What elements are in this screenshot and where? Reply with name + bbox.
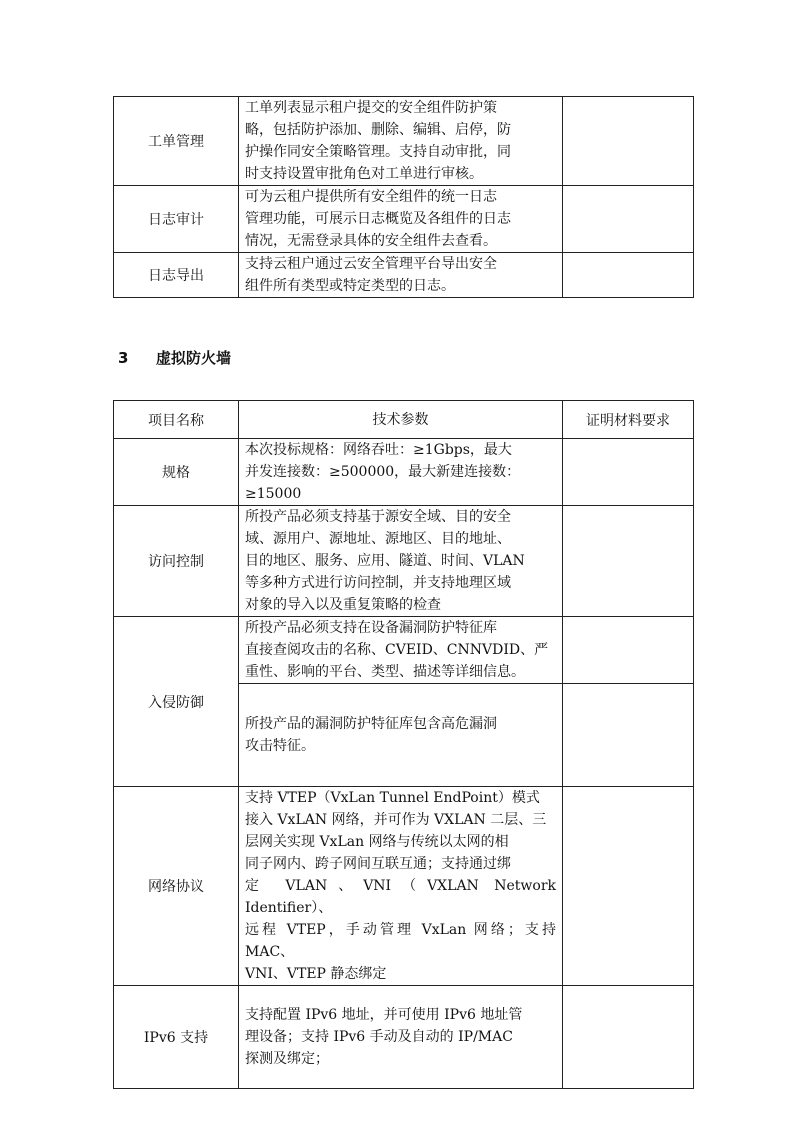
- table-row: [114, 253, 694, 298]
- item-params: 所投产品的漏洞防护特征库包含高危漏洞 攻击特征。: [239, 684, 563, 787]
- item-params: 本次投标规格：网络吞吐：≥1Gbps，最大 并发连接数：≥500000，最大新建连接数： ≥15000: [239, 439, 563, 506]
- section-title: 虚拟防火墙: [156, 349, 232, 367]
- item-params: 支持云租户通过云安全管理平台导出安全 组件所有类型或特定类型的日志。: [239, 253, 563, 298]
- table-row: [114, 617, 694, 684]
- item-name: 访问控制: [114, 506, 239, 617]
- item-proof: [563, 506, 694, 617]
- item-params: 支持 VTEP（VxLan Tunnel EndPoint）模式 接入 VxLAN 网络，并可作为 VXLAN 二层、三 层网关实现 VxLan 网络与传统以太网的相 同子网内、跨子网间互联互通；支持通过绑 定 VLAN、VNI（VXLAN Network Identifier）、 远程 VTEP，手动管理 VxLan 网络；支持 MAC、 VNI、VTEP 静态绑定: [239, 787, 563, 986]
- table-row: [114, 986, 694, 1089]
- item-name: 日志导出: [114, 253, 239, 298]
- item-proof: [563, 684, 694, 787]
- table-header-row: [114, 401, 694, 439]
- item-proof: [563, 986, 694, 1089]
- header-params: 技术参数: [239, 401, 563, 439]
- table-row: [114, 506, 694, 617]
- table-row: [114, 787, 694, 986]
- item-name: 工单管理: [114, 97, 239, 186]
- section-number: 3: [118, 349, 129, 367]
- item-name: 规格: [114, 439, 239, 506]
- item-name: 网络协议: [114, 787, 239, 986]
- item-params: 可为云租户提供所有安全组件的统一日志 管理功能，可展示日志概览及各组件的日志 情况，无需登录具体的安全组件去查看。: [239, 186, 563, 253]
- table-row: [114, 97, 694, 186]
- item-name: 入侵防御: [114, 617, 239, 787]
- item-proof: [563, 186, 694, 253]
- header-proof: 证明材料要求: [563, 401, 694, 439]
- item-proof: [563, 97, 694, 186]
- item-params: 支持配置 IPv6 地址，并可使用 IPv6 地址管 理设备；支持 IPv6 手动及自动的 IP/MAC 探测及绑定；: [239, 986, 563, 1089]
- item-proof: [563, 439, 694, 506]
- spec-table: [113, 400, 694, 1089]
- table-continued: [113, 96, 694, 298]
- item-params: 工单列表显示租户提交的安全组件防护策 略，包括防护添加、删除、编辑、启停，防 护操作同安全策略管理。支持自动审批，同 时支持设置审批角色对工单进行审核。: [239, 97, 563, 186]
- table-row: [114, 439, 694, 506]
- item-params: 所投产品必须支持在设备漏洞防护特征库 直接查阅攻击的名称、CVEID、CNNVDID、严 重性、影响的平台、类型、描述等详细信息。: [239, 617, 563, 684]
- header-name: 项目名称: [114, 401, 239, 439]
- section-heading: [118, 347, 231, 368]
- item-params: 所投产品必须支持基于源安全域、目的安全 域、源用户、源地址、源地区、目的地址、 目的地区、服务、应用、隧道、时间、VLAN 等多种方式进行访问控制，并支持地理区域 对象的导入以及重复策略的检查: [239, 506, 563, 617]
- item-name: 日志审计: [114, 186, 239, 253]
- item-proof: [563, 617, 694, 684]
- item-proof: [563, 787, 694, 986]
- table-row: [114, 186, 694, 253]
- item-name: IPv6 支持: [114, 986, 239, 1089]
- item-proof: [563, 253, 694, 298]
